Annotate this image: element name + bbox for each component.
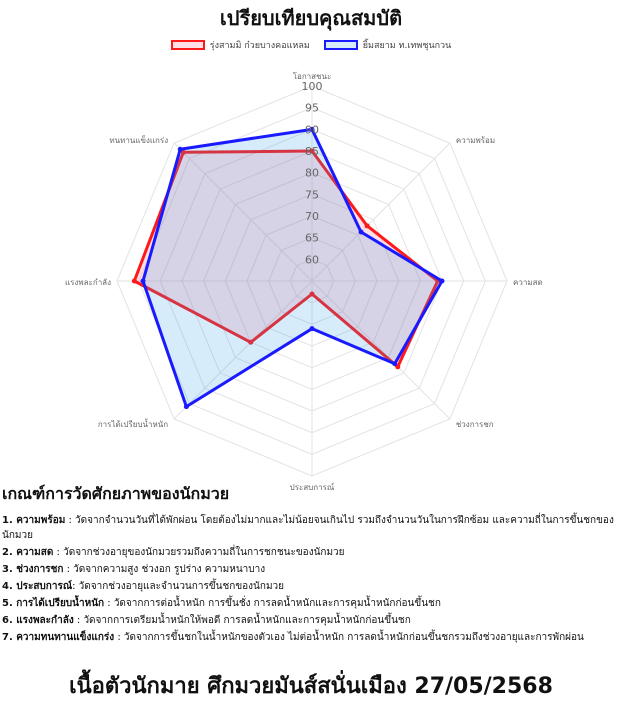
data-point	[184, 404, 189, 409]
criteria-term: 7. ความทนทานแข็งแกร่ง	[2, 632, 115, 643]
criteria-item	[2, 562, 618, 577]
tick-label: 100	[301, 80, 323, 93]
criteria-term: 2. ความสด	[2, 547, 54, 558]
criteria-section	[2, 482, 618, 647]
tick-label: 80	[305, 166, 319, 180]
criteria-desc: : วัดจากการขึ้นชกในน้ำหนักของตัวเอง ไม่ต่อน้ำหนัก การลดน้ำหนักก่อนขึ้นชกรวมถึงช่วงอายุและการพักผ่อน	[114, 632, 584, 643]
legend-swatch-series-1	[171, 40, 205, 50]
data-point	[141, 279, 146, 284]
criteria-item	[2, 545, 618, 560]
axis-label: ประสบการณ์	[289, 483, 335, 492]
tick-label: 60	[305, 253, 319, 267]
data-point	[359, 229, 364, 234]
legend-swatch-series-2	[324, 40, 358, 50]
legend-item-series-1[interactable]	[171, 38, 310, 52]
criteria-term: 5. การได้เปรียบน้ำหนัก	[2, 598, 105, 609]
data-point	[392, 361, 397, 366]
criteria-item	[2, 613, 618, 628]
criteria-desc: : วัดจากช่วงอายุและจำนวนการขึ้นชกของนักมวย	[72, 581, 285, 592]
criteria-item	[2, 596, 618, 611]
axis-label: แรงพละกำลัง	[65, 278, 111, 287]
criteria-desc: : วัดจากจำนวนวันที่ได้พักผ่อน โดยต้องไม่มากและไม่น้อยจนเกินไป รวมถึงจำนวนวันในการฝึกซ้อม และความถี่ในการขึ้นชกของนักมวย	[2, 515, 614, 541]
criteria-term: 6. แรงพละกำลัง	[2, 615, 74, 626]
criteria-desc: : วัดจากช่วงอายุของนักมวยรวมถึงความถี่ในการชกชนะของนักมวย	[53, 547, 345, 558]
tick-label: 95	[305, 101, 319, 115]
data-point	[132, 279, 137, 284]
axis-label: ช่วงการชก	[455, 419, 494, 429]
criteria-title: เกณฑ์การวัดศักยภาพของนักมวย	[2, 484, 230, 503]
radar-chart	[0, 56, 622, 492]
criteria-desc: : วัดจากการเตรียมน้ำหนักให้พอดี การลดน้ำหนักและการคุมน้ำหนักก่อนขึ้นชก	[73, 615, 411, 626]
criteria-desc: : วัดจากการต่อน้ำหนัก การขึ้นชั่ง การลดน้ำหนักและการคุมน้ำหนักก่อนขึ้นชก	[104, 598, 441, 609]
criteria-item	[2, 579, 618, 594]
data-point	[365, 223, 370, 228]
footer-title: เนื้อตัวนักมาย ศึกมวยมันส์สนั่นเมือง 27/05/2568	[69, 674, 553, 699]
criteria-item	[2, 630, 618, 645]
data-point	[440, 279, 445, 284]
criteria-item	[2, 513, 618, 543]
legend-label-series-2: ยิ้มสยาม ท.เทพชุนกวน	[362, 41, 452, 51]
legend-label-series-1: รุ่งสามมิ ก๋วยบางคอแหลม	[209, 41, 310, 51]
criteria-term: 1. ความพร้อม	[2, 515, 66, 526]
legend-item-series-2[interactable]	[324, 38, 451, 52]
chart-title: เปรียบเทียบคุณสมบัติ	[219, 6, 403, 30]
axis-label: ทนทานแข็งแกร่ง	[109, 136, 169, 146]
tick-label: 70	[305, 210, 319, 223]
data-point	[178, 147, 183, 152]
data-point	[310, 326, 315, 331]
tick-label: 75	[305, 188, 319, 202]
criteria-term: 4. ประสบการณ์	[2, 581, 73, 592]
legend	[0, 38, 622, 52]
axis-label: การได้เปรียบน้ำหนัก	[97, 419, 169, 429]
criteria-desc: : วัดจากความสูง ช่วงอก รูปร่าง ความหนาบาง	[63, 564, 266, 575]
axis-label: โอกาสชนะ	[292, 72, 332, 81]
axis-label: ความพร้อม	[455, 136, 496, 146]
criteria-term: 3. ช่วงการชก	[2, 564, 64, 575]
tick-label: 90	[305, 123, 319, 137]
axis-label: ความสด	[513, 278, 543, 287]
tick-label: 65	[305, 231, 319, 245]
tick-label: 85	[305, 145, 319, 158]
